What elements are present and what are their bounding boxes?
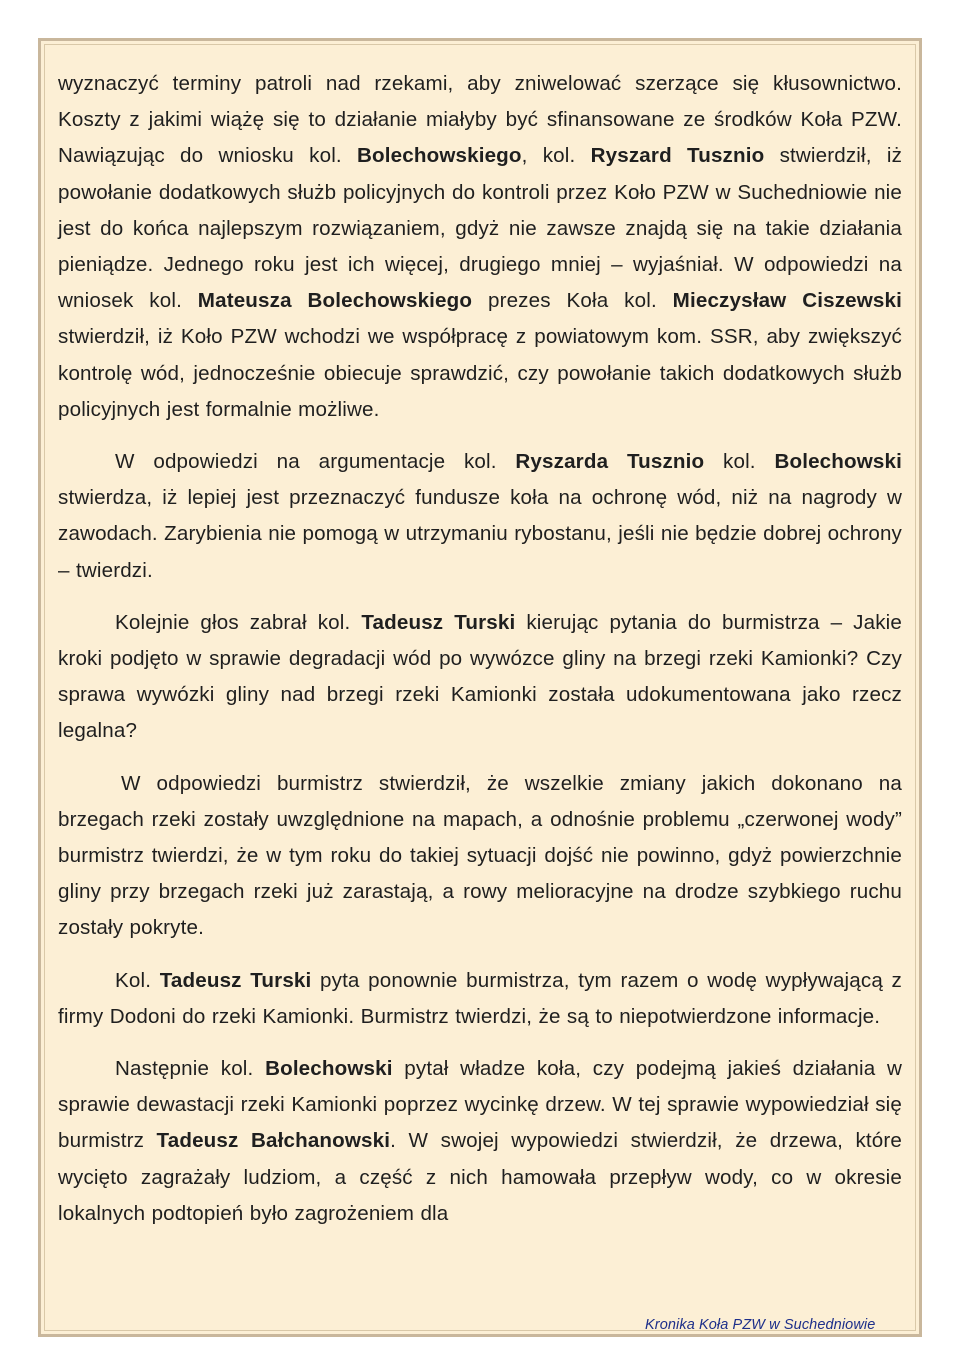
text-run: W odpowiedzi na argumentacje kol. — [115, 450, 516, 474]
person-name: Mieczysław Ciszewski — [672, 289, 902, 313]
text-run: W odpowiedzi burmistrz stwierdził, że wszelkie zmiany jakich dokonano na brzegach rzeki zostały uwzględnione na mapach, a odnośnie problemu „czerwonej wody” burmistrz twierdzi, że w tym roku do takiej sytuacji dojść nie powinno, gdyż powierzchnie gliny przy brzegach rzeki już zarastają, a rowy melioracyjne na drodze szybkiego ruchu zostały pokryte. — [58, 771, 902, 940]
person-name: Bolechowskiego — [357, 144, 522, 168]
person-name: Tadeusz Turski — [361, 610, 516, 634]
text-run: pyta ponownie burmistrza, tym razem o wodę wypływającą z firmy Dodoni do rzeki Kamionki. Burmistrz twierdzi, że są to niepotwierdzone informacje. — [58, 968, 902, 1028]
text-run: stwierdził, iż Koło PZW wchodzi we współpracę z powiatowym kom. SSR, aby zwiększyć kontrolę wód, jednocześnie obiecuje sprawdzić, czy powołanie takich dodatkowych służb policyjnych jest formalnie możliwe. — [58, 325, 902, 421]
text-run: stwierdził, iż powołanie dodatkowych służb policyjnych do kontroli przez Koło PZW w Suchedniowie nie jest do końca najlepszym rozwiązaniem, gdyż nie zawsze znajdą się na takie działania pieniądze. Jednego roku jest ich więcej, drugiego mniej – wyjaśniał. W odpowiedzi na wniosek kol. — [58, 144, 903, 313]
text-run: stwierdza, iż lepiej jest przeznaczyć fundusze koła na ochronę wód, niż na nagrody w zawodach. Zarybienia nie pomogą w utrzymaniu rybostanu, jeśli nie będzie dobrej ochrony – twierdzi. — [58, 486, 902, 582]
text-run: Kolejnie głos zabrał kol. — [115, 610, 362, 634]
paragraph-6 — [58, 1051, 902, 1232]
text-run: wyznaczyć terminy patroli nad rzekami, aby zniwelować szerzące się kłusownictwo. Koszty z jakimi wiążę się to działanie miałyby być sfinansowane ze środków Koła PZW. Nawiązując do wniosku kol. — [58, 72, 902, 168]
paragraph-4 — [58, 766, 902, 947]
person-name: Mateusza Bolechowskiego — [197, 289, 473, 313]
text-run: kierując pytania do burmistrza – Jakie kroki podjęto w sprawie degradacji wód po wywózce gliny na brzegi rzeki Kamionki? Czy sprawa wywózki gliny nad brzegi rzeki Kamionki została udokumentowana jako rzecz legalna? — [58, 610, 902, 743]
text-run: pytał władze koła, czy podejmą jakieś działania w sprawie dewastacji rzeki Kamionki poprzez wycinkę drzew. W tej sprawie wypowiedział się burmistrz — [58, 1057, 902, 1153]
person-name: Bolechowski — [265, 1057, 393, 1081]
text-run: , kol. — [521, 144, 591, 168]
paragraph-5 — [58, 963, 902, 1035]
paragraph-2 — [58, 444, 902, 589]
person-name: Tadeusz Bałchanowski — [156, 1129, 391, 1153]
person-name: Ryszarda Tusznio — [515, 450, 705, 474]
footer-caption: Kronika Koła PZW w Suchedniowie — [645, 1317, 876, 1333]
text-run: . W swojej wypowiedzi stwierdził, że drzewa, które wycięto zagrażały ludziom, a część z nich hamowała przepływ wody, co w okresie lokalnych podtopień było zagrożeniem dla — [58, 1129, 903, 1225]
paragraph-1 — [58, 66, 902, 428]
person-name: Ryszard Tusznio — [590, 144, 765, 168]
text-run: kol. — [704, 450, 775, 474]
person-name: Tadeusz Turski — [159, 968, 312, 992]
document-body — [58, 66, 902, 1232]
paragraph-3 — [58, 605, 902, 750]
text-run: prezes Koła kol. — [472, 289, 673, 313]
text-run: Następnie kol. — [115, 1057, 266, 1081]
person-name: Bolechowski — [774, 450, 902, 474]
text-run: Kol. — [115, 968, 160, 992]
